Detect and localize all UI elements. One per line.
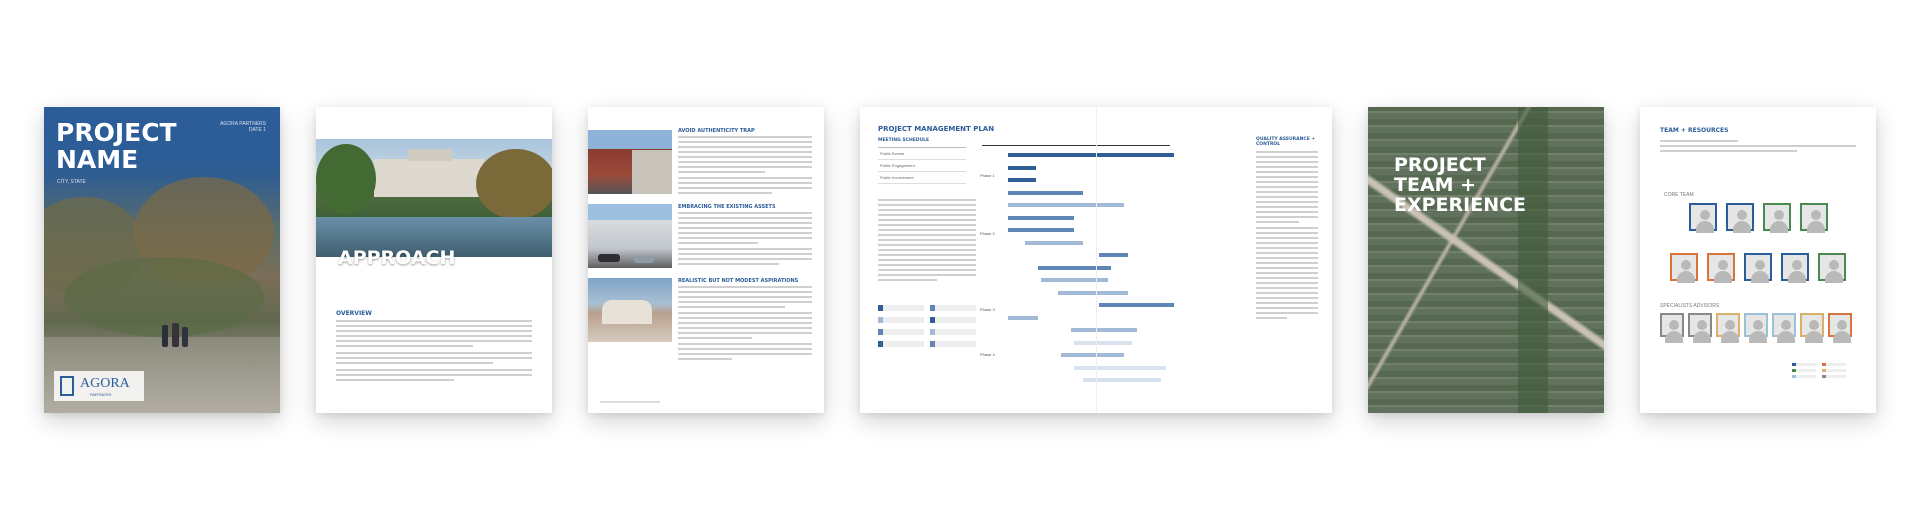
table-row: Public Engagement — [878, 160, 966, 172]
legend-item — [930, 305, 976, 311]
legend — [878, 305, 976, 347]
plan-title: PROJECT MANAGEMENT PLAN — [878, 125, 995, 133]
street-photo-3 — [588, 278, 672, 342]
gantt-bar — [1074, 341, 1132, 345]
core-team-label: CORE TEAM — [1664, 192, 1694, 198]
gantt-bar — [1008, 191, 1083, 195]
meeting-table — [878, 147, 966, 184]
logo-box — [54, 371, 144, 401]
plan-page[interactable] — [860, 107, 1332, 413]
museum-building — [374, 159, 484, 197]
gantt-bar — [1074, 366, 1165, 370]
legend-item — [1822, 369, 1846, 372]
team-title-line1: PROJECT — [1394, 154, 1486, 176]
phase-label: Phase 3 — [980, 307, 995, 312]
logo-name: AGORA — [80, 376, 130, 391]
cover-meta — [220, 121, 266, 133]
avatar — [1781, 253, 1809, 281]
gantt-bar — [1008, 228, 1074, 232]
approach-title: APPROACH — [338, 247, 456, 269]
legend-item — [1792, 369, 1816, 372]
cover-title-line1: PROJECT — [56, 118, 177, 147]
assets-heading-1: AVOID AUTHENTICITY TRAP — [678, 128, 755, 134]
cover-issue: DATE 1 — [248, 127, 266, 133]
avatar — [1744, 253, 1772, 281]
approach-page[interactable] — [316, 107, 552, 413]
qa-body — [1256, 151, 1318, 322]
river — [1518, 107, 1548, 413]
legend-item — [878, 317, 924, 323]
timeline-axis — [982, 145, 1170, 146]
car — [634, 256, 654, 263]
cover-firm: AGORA PARTNERS — [220, 121, 266, 127]
assets-page[interactable] — [588, 107, 824, 413]
overview-heading: OVERVIEW — [336, 310, 372, 317]
assets-body-2 — [678, 212, 812, 268]
overview-body — [336, 320, 532, 384]
team-title-line3: EXPERIENCE — [1394, 194, 1527, 216]
avatar — [1744, 313, 1768, 337]
building — [632, 150, 672, 194]
avatar — [1707, 253, 1735, 281]
gantt-bar — [1038, 266, 1111, 270]
pavilion — [602, 300, 652, 324]
cover-title-line2: NAME — [56, 145, 139, 174]
walker-figure — [162, 325, 168, 347]
table-row: Public Involvement — [878, 172, 966, 184]
phase-label: Phase 2 — [980, 231, 995, 236]
legend-item — [930, 329, 976, 335]
avatar — [1763, 203, 1791, 231]
logo-mark-icon — [60, 376, 74, 396]
spread-gutter — [1096, 107, 1097, 413]
resources-page[interactable] — [1640, 107, 1876, 413]
gantt-bar — [1041, 278, 1107, 282]
assets-heading-2: EMBRACING THE EXISTING ASSETS — [678, 204, 776, 210]
legend-item — [930, 341, 976, 347]
gantt-bar — [1008, 178, 1036, 182]
gantt-bar — [1008, 203, 1124, 207]
gantt-bar — [1071, 328, 1137, 332]
tree-right — [476, 149, 552, 219]
gantt-bar — [1061, 353, 1124, 357]
legend-item — [878, 329, 924, 335]
legend-item — [1792, 363, 1816, 366]
avatar — [1800, 313, 1824, 337]
gantt-bar — [1008, 166, 1036, 170]
resources-legend — [1792, 363, 1852, 378]
avatar — [1726, 203, 1754, 231]
resources-intro — [1660, 140, 1856, 155]
gantt-bar — [1025, 241, 1083, 245]
gantt-bar — [1008, 216, 1074, 220]
legend-item — [878, 305, 924, 311]
logo-sub: PARTNERS — [90, 392, 112, 397]
gantt-bar — [1008, 316, 1038, 320]
avatar — [1716, 313, 1740, 337]
legend-item — [1792, 375, 1816, 378]
tree-left — [316, 144, 376, 214]
car — [598, 254, 620, 262]
cover-title — [56, 119, 177, 173]
aerial-map — [1368, 107, 1604, 413]
gantt-bar — [1058, 291, 1128, 295]
phase-label: Phase 1 — [980, 173, 995, 178]
avatar — [1689, 203, 1717, 231]
phase-label: Phase 4 — [980, 352, 995, 357]
team-cover-title — [1394, 155, 1526, 215]
avatar — [1688, 313, 1712, 337]
avatar — [1818, 253, 1846, 281]
meetings-heading: MEETING SCHEDULE — [878, 138, 930, 143]
table-row: Public Events — [878, 148, 966, 160]
avatar — [1670, 253, 1698, 281]
plan-body — [878, 199, 976, 284]
avatar — [1772, 313, 1796, 337]
team-cover-page[interactable] — [1368, 107, 1604, 413]
legend-item — [1822, 375, 1846, 378]
page-footer — [600, 401, 660, 403]
museum-photo — [316, 139, 552, 257]
museum-roof — [408, 149, 452, 161]
street-photo-2 — [588, 204, 672, 268]
legend-item — [930, 317, 976, 323]
gantt-bar — [1083, 378, 1161, 382]
avatar — [1828, 313, 1852, 337]
resources-title: TEAM + RESOURCES — [1660, 127, 1729, 134]
avatar — [1660, 313, 1684, 337]
legend-item — [1822, 363, 1846, 366]
assets-body-3 — [678, 286, 812, 363]
street-photo-1 — [588, 130, 672, 194]
qa-heading: QUALITY ASSURANCE + CONTROL — [1256, 137, 1316, 147]
gantt-bar — [1099, 303, 1174, 307]
cover-subtitle: CITY, STATE — [57, 179, 86, 185]
avatar — [1800, 203, 1828, 231]
assets-heading-3: REALISTIC BUT NOT MODEST ASPIRATIONS — [678, 278, 799, 284]
walker-figure — [182, 327, 188, 347]
walker-figure — [172, 323, 179, 347]
gantt-bar — [1099, 253, 1127, 257]
gantt-bar — [1008, 153, 1174, 157]
cover-page[interactable] — [44, 107, 280, 413]
team-title-line2: TEAM + — [1394, 174, 1477, 196]
assets-body-1 — [678, 136, 812, 197]
gantt-chart — [1008, 153, 1174, 403]
legend-item — [878, 341, 924, 347]
specialists-label: SPECIALISTS ADVISORS — [1660, 303, 1720, 309]
